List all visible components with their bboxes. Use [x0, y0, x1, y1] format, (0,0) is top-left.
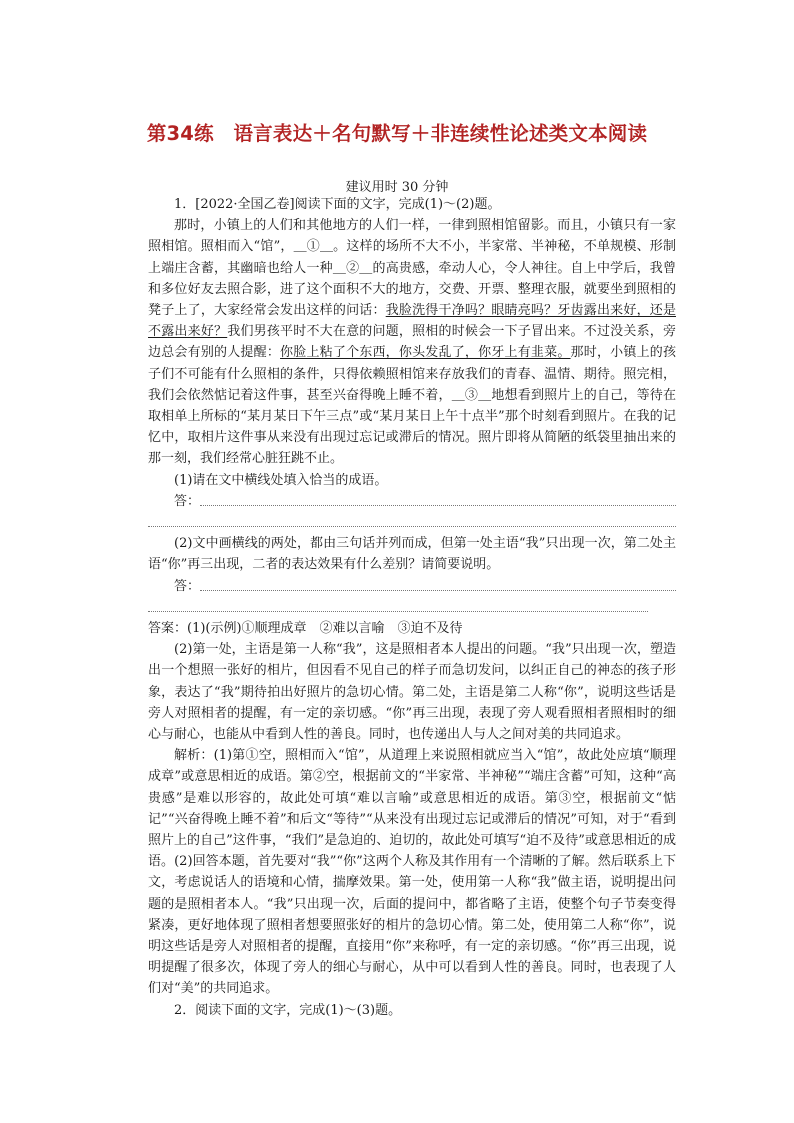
- answer-rule: [148, 512, 676, 533]
- blank-3: ＿③＿: [451, 387, 492, 403]
- analysis: 解析：(1)第①空，照相而入“馆”，从道理上来说照相就应当入“馆”，故此处应填“顺理成章”或意思相近的成语。第②空，根据前文的“半家常、半神秘”“端庄含蓄”可知，这种“高贵感”是难以形容的，故此处可填“难以言喻”或意思相近的成语。第③空，根据前文“惦记”“兴奋得晚上睡不着”和后文“等待”“从来没有出现过忘记或滞后的情况”可知，对于“看到照片上的自己”这件事，“我们”是急迫的、迫切的，故此处可填写“迫不及待”或意思相近的成语。(2)回答本题，首先要对“我”“你”这两个人称及其作用有一个清晰的了解。然后联系上下文，考虑说话人的语境和心情，揣摩效果。第一处，使用第一人称“我”做主语，说明提出问题的是照相者本人。“我”只出现一次，后面的提问中，都省略了主语，使整个句子节奏变得紧凑，更好地体现了照相者想要照张好的相片的急切心情。第二处，使用第二人称“你”，说明这些话是旁人对照相者的提醒，直接用“你”来称呼，有一定的亲切感。“你”再三出现，说明提醒了很多次，体现了旁人的细心与耐心，从中可以看到人性的善良。同时，也表现了人们对“美”的共同追求。: [148, 748, 676, 997]
- reading-passage: [148, 215, 676, 469]
- answer-rule: [148, 597, 676, 618]
- underlined-sentence-1: 我脸洗得干净吗？眼睛亮吗？牙齿露出来好，还是不露出来好？: [148, 303, 676, 340]
- underlined-sentence-2: 你脸上粘了个东西，你头发乱了，你牙上有韭菜。: [280, 345, 571, 361]
- question-1-heading: 1．[2022·全国乙卷]阅读下面的文字，完成(1)～(2)题。: [174, 197, 501, 212]
- answer-label: 答：: [174, 493, 201, 509]
- passage-text: 我们男孩平时不大在意的问题，照相的时候会一下子冒出来。不过没关系，旁边总会有别的人提醒：: [148, 324, 676, 361]
- answer-rule: [200, 505, 676, 506]
- passage-text: 的高贵感，牵动人心，令人神往。自上中学后，我曾和多位好友去照合影，进了这个面积不大的地方，交费、开票、整理衣服，就要坐到照相的凳子上了，大家经常会发出这样的问话：: [148, 260, 676, 319]
- answer-key: 答案：(1)(示例)①顺理成章 ②难以言喻 ③迫不及待: [148, 621, 463, 636]
- passage-text: 那时，小镇上的人们和其他地方的人们一样，一律到照相馆留影。而且，小镇只有一家照相馆。照相而入“馆”，: [148, 218, 676, 255]
- passage-text: 地想看到照片上的自己，等待在取相单上所标的“某月某日下午三点”或“某月某日上午十点半”那个时刻看到照片。在我的记忆中，取相片这件事从来没有出现过忘记或滞后的情况。照片即将从简陋的纸袋里抽出来的那一刻，我们经常心脏狂跳不止。: [148, 387, 676, 467]
- suggested-time: 建议用时 30 分钟: [345, 180, 449, 195]
- passage-text: 那时，小镇上的孩子们不可能有什么照相的条件，只得依赖照相馆来存放我们的青春、温情、期待。照完相，我们会依然惦记着这件事，甚至兴奋得晚上睡不着，: [148, 345, 676, 403]
- answer-line: [148, 491, 676, 512]
- blank-1: ＿①＿: [293, 239, 334, 255]
- blank-2: ＿②＿: [332, 260, 373, 276]
- answer-rule: [200, 590, 676, 591]
- document-body: [148, 194, 676, 1021]
- passage-text: 。这样的场所不大不小，半家常、半神秘，不单规模、形制上端庄含蓄，其幽暗也给人一种: [148, 239, 676, 276]
- sub-question-1: (1)请在文中横线处填入恰当的成语。: [174, 472, 388, 488]
- answer-line: [148, 576, 676, 597]
- question-2-heading: 2．阅读下面的文字，完成(1)～(3)题。: [174, 1002, 402, 1018]
- sub-question-2: (2)文中画横线的两处，都由三句话并列而成，但第一处主语“我”只出现一次，第二处主语“你”再三出现，二者的表达效果有什么差别？请简要说明。: [148, 536, 676, 573]
- page-title: 第34练 语言表达＋名句默写＋非连续性论述类文本阅读: [146, 122, 648, 145]
- answer-label: 答：: [174, 578, 201, 594]
- answer-explanation: (2)第一处，主语是第一人称“我”，这是照相者本人提出的问题。“我”只出现一次，塑造出一个想照一张好的相片，但因看不见自己的样子而急切发问，以纠正自己的神态的孩子形象，表达了“我”期待拍出好照片的急切心情。第二处，主语是第二人称“你”，说明这些话是旁人对照相者的提醒，有一定的亲切感。“你”再三出现，表现了旁人观看照相者照相时的细心与耐心，也能从中看到人性的善良。同时，也传递出人与人之间对美的共同追求。: [148, 642, 676, 743]
